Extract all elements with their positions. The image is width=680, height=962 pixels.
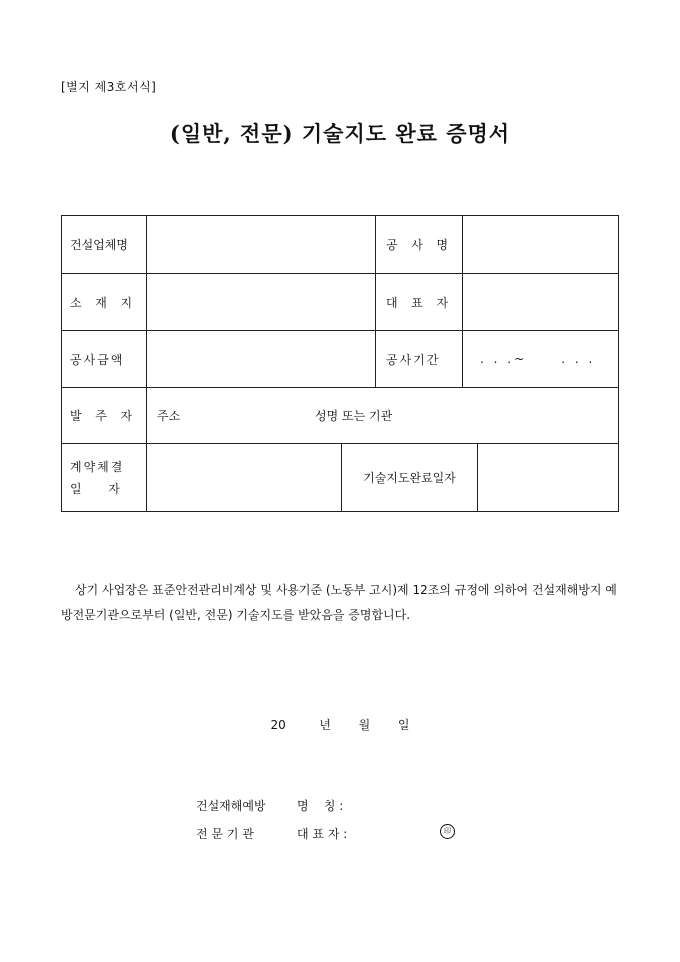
representative-field[interactable] [463,274,618,330]
document-title: (일반, 전문) 기술지도 완료 증명서 [169,121,511,146]
completion-date-label: 기술지도완료일자 [363,471,456,485]
period-label: 공사기간 [386,352,441,367]
contract-date-field[interactable] [147,444,341,511]
address-label: 소 재 지 [70,295,135,310]
contract-date-label-line1: 계약체결 [70,459,125,474]
certification-statement [61,578,621,628]
statement-text: 상기 사업장은 표준안전관리비계상 및 사용기준 (노동부 고시)제 12조의 규정에 의하여 건설재해방지 예방전문기관으로부터 (일반, 전문) 기술지도를 받았음을 증명합니다. [61,583,617,622]
amount-field[interactable] [147,331,375,387]
company-name-label: 건설업체명 [70,238,128,252]
day-label: 일 [397,718,410,732]
seal-mark: 印 [440,824,455,839]
client-name-label: 성명 또는 기관 [315,409,393,423]
representative-label: 대 표 자 [386,295,451,310]
org-line1: 건설재해예방 [196,799,266,813]
project-name-label: 공 사 명 [386,238,451,252]
issue-date [0,716,680,733]
org-rep-label: 대 표 자 : [297,827,348,841]
client-label: 발 주 자 [70,409,135,423]
year-label: 년 [319,718,332,732]
client-address-label: 주소 [157,409,181,423]
form-number: [별지 제3호서식] [61,80,157,94]
contract-date-label-line2: 일 자 [70,481,120,496]
company-name-field[interactable] [147,216,375,273]
project-name-field[interactable] [463,216,618,273]
completion-date-field[interactable] [478,444,618,511]
org-line2: 전 문 기 관 [196,827,254,841]
month-label: 월 [358,718,371,732]
year-prefix: 20 [270,718,286,732]
address-field[interactable] [147,274,375,330]
period-field[interactable]: . . .~ . . . [480,352,596,366]
org-name-label: 명 칭 : [297,799,344,813]
amount-label: 공사금액 [70,352,125,367]
